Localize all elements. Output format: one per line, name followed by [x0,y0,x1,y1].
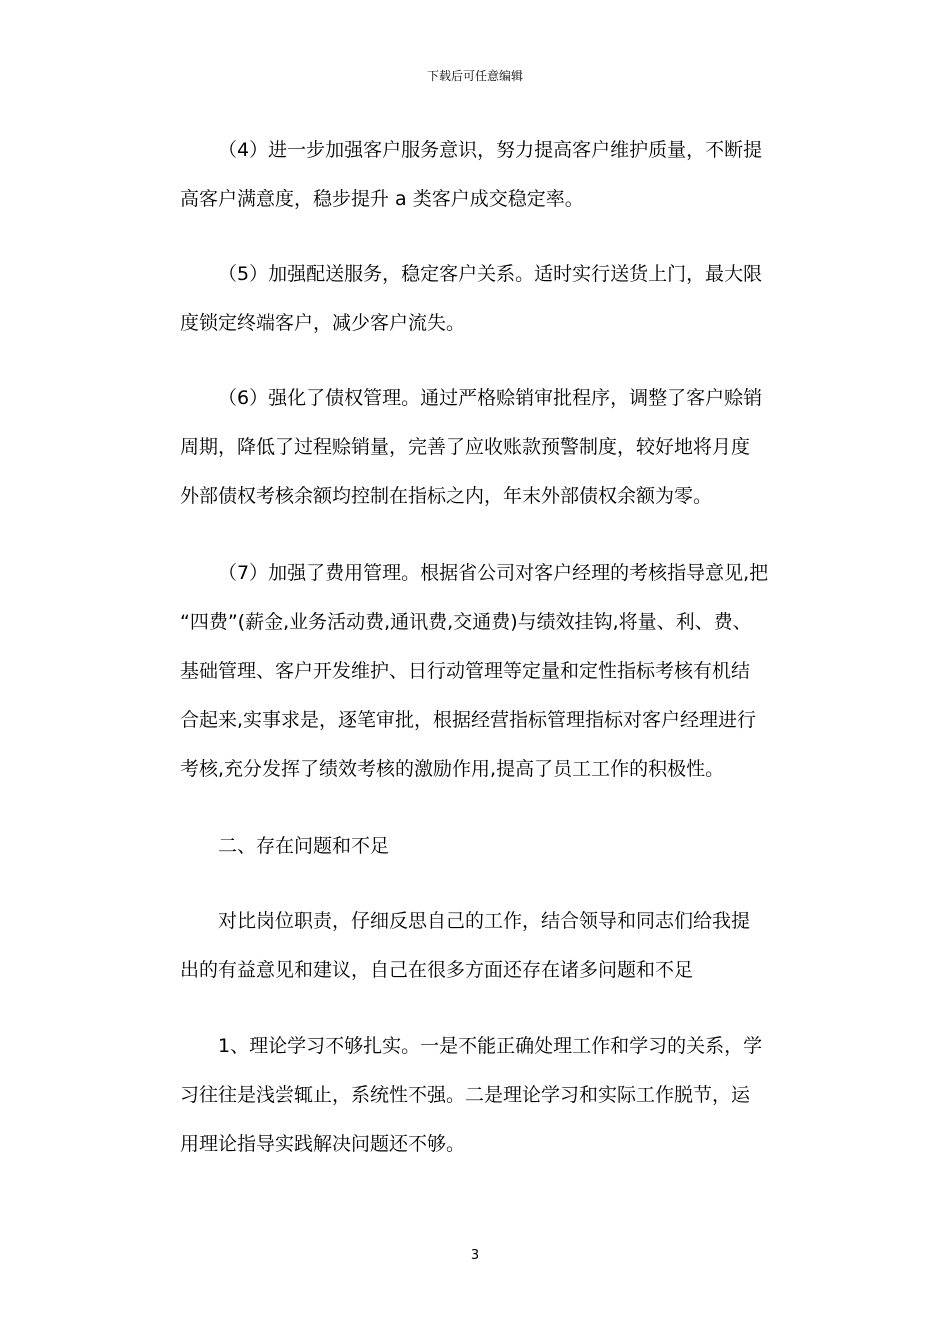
paragraph-line: 出的有益意见和建议，自己在很多方面还存在诸多问题和不足 [180,959,694,981]
paragraph-line: （5）加强配送服务，稳定客户关系。适时实行送货上门，最大限 [218,263,763,285]
paragraph-self-reflection [180,897,780,995]
paragraph-line: （6）强化了债权管理。通过严格赊销审批程序，调整了客户赊销 [218,387,763,409]
paragraph-line: 合起来,实事求是，逐笔审批，根据经营指标管理指标对客户经理进行 [180,709,757,731]
paragraph-line: （4）进一步加强客户服务意识，努力提高客户维护质量，不断提 [218,139,763,161]
paragraph-line: 对比岗位职责，仔细反思自己的工作，结合领导和同志们给我提 [218,910,751,932]
paragraph-customer-service [180,126,780,224]
paragraph-line: 周期，降低了过程赊销量，完善了应收账款预警制度，较好地将月度 [180,436,751,458]
section-heading-problems [180,822,780,871]
paragraph-line: 1、理论学习不够扎实。一是不能正确处理工作和学习的关系，学 [218,1035,763,1057]
paragraph-credit-management [180,374,780,521]
paragraph-line: 用理论指导实践解决问题还不够。 [180,1133,466,1155]
paragraph-line: 考核,充分发挥了绩效考核的激励作用,提高了员工工作的积极性。 [180,758,725,780]
paragraph-theory-study [180,1022,780,1169]
paragraph-delivery-service [180,250,780,348]
paragraph-line: 习往往是浅尝辄止，系统性不强。二是理论学习和实际工作脱节，运 [180,1084,751,1106]
section-heading: 二、存在问题和不足 [218,835,390,857]
paragraph-line: （7）加强了费用管理。根据省公司对客户经理的考核指导意见,把 [218,562,769,584]
paragraph-line: 基础管理、客户开发维护、日行动管理等定量和定性指标考核有机结 [180,660,751,682]
paragraph-expense-management [180,549,780,794]
paragraph-line: 高客户满意度，稳步提升 a 类客户成交稳定率。 [180,188,584,210]
paragraph-line: 度锁定终端客户，减少客户流失。 [180,312,466,334]
page-header: 下载后可任意编辑 [426,69,523,83]
page-number: 3 [470,1248,480,1263]
paragraph-line: “四费”(薪金,业务活动费,通讯费,交通费)与绩效挂钩,将量、利、费、 [180,611,752,633]
paragraph-line: 外部债权考核余额均控制在指标之内，年末外部债权余额为零。 [180,485,713,507]
